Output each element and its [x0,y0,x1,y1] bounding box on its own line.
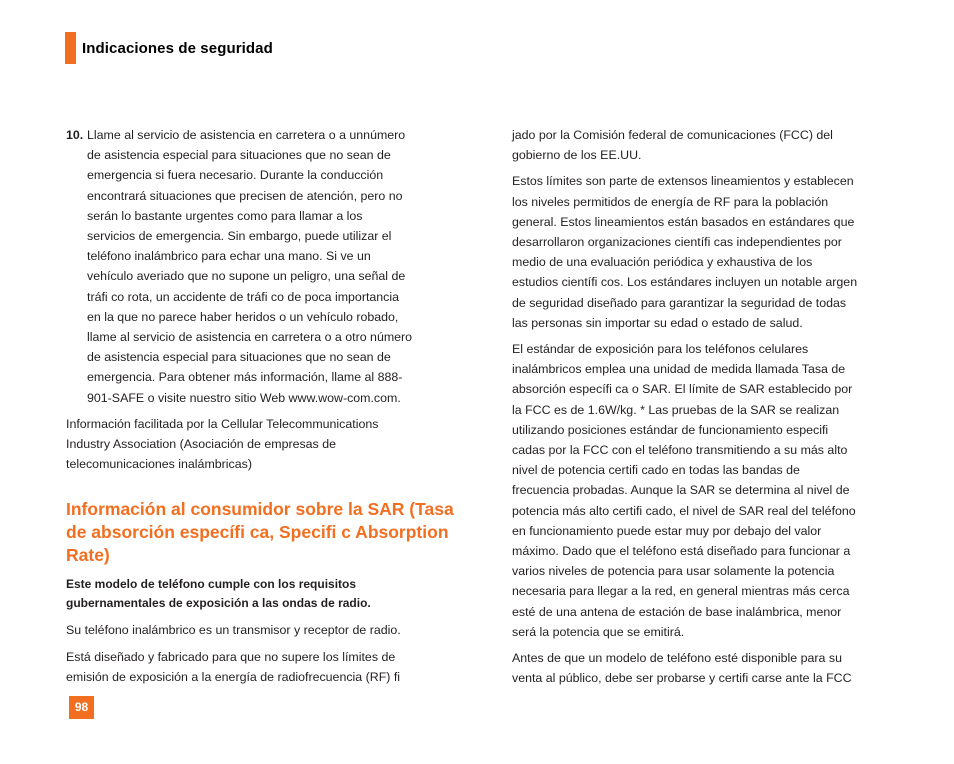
text-line: Antes de que un modelo de teléfono esté disponible para su [512,651,842,666]
text-line: emergencia si fuera necesario. Durante la conducción [87,168,384,183]
text-line: varios niveles de potencia para usar solamente la potencia [512,564,835,579]
left-column [66,125,468,693]
text-line: telecomunicaciones inalámbricas) [66,457,252,472]
text-line: teléfono inalámbrico para echar una mano. Si ve un [87,249,371,264]
text-line: Industry Association (Asociación de empresas de [66,437,336,452]
text-line: necesaria para llegar a la red, en general mientras más cerca [512,584,850,599]
text-line: encontrará situaciones que precisen de atención, pero no [87,188,403,203]
text-line: venta al público, debe ser probarse y certifi carse ante la FCC [512,671,852,686]
text-line: las personas sin importar su edad o estado de salud. [512,315,803,330]
text-line: emisión de exposición a la energía de radiofrecuencia (RF) fi [66,669,401,684]
text-line: 901-SAFE o visite nuestro sitio Web www.wow-com.com. [87,390,401,405]
text-line: máximo. Dado que el teléfono está diseñado para funcionar a [512,544,851,559]
text-line: Su teléfono inalámbrico es un transmisor y receptor de radio. [66,623,401,638]
text-line: esté de una antena de estación de base inalámbrica, menor [512,604,842,619]
text-line: Llame al servicio de asistencia en carretera o a unnúmero [87,128,406,142]
text-line: desarrollaron organizaciones científi cas independientes por [512,235,842,250]
text-line: Este modelo de teléfono cumple con los requisitos [66,577,357,592]
text-line: Estos límites son parte de extensos lineamientos y establecen [512,174,854,189]
section-marker-bar [65,32,76,64]
text-line: emergencia. Para obtener más información, llame al 888- [87,370,403,385]
section-heading-sar [66,498,468,567]
text-line: general. Estos lineamientos están basados en estándares que [512,214,855,229]
text-line: gobierno de los EE.UU. [512,148,642,163]
text-line: Está diseñado y fabricado para que no supere los límites de [66,649,396,664]
text-line: potencia más alto certifi cado, el nivel de SAR real del teléfono [512,503,856,518]
text-line: los niveles permitidos de energía de RF para la población [512,194,829,209]
text-line: en funcionamiento puede estar muy por debajo del valor [512,523,822,538]
text-line: será la potencia que se emitirá. [512,624,685,639]
page-header-title: Indicaciones de seguridad [82,40,273,57]
text-line: servicios de emergencia. Sin embargo, puede utilizar el [87,229,392,244]
paragraph [512,171,914,333]
paragraph [512,339,914,642]
text-line: tráfi co rota, un accidente de tráfi co de poca importancia [87,289,400,304]
heading-line: Información al consumidor sobre la SAR (Tasa [66,499,454,520]
text-line: Información facilitada por la Cellular Telecommunications [66,416,379,431]
text-line: inalámbricos emplea una unidad de medida llamada Tasa de [512,362,846,377]
text-line: El estándar de exposición para los teléfonos celulares [512,342,809,357]
text-line: vehículo averiado que no supone un peligro, una señal de [87,269,406,284]
page-number-badge: 98 [69,696,94,719]
list-item-10 [66,125,468,408]
text-line: llame al servicio de asistencia en carretera o a otro número [87,330,413,345]
text-line: frecuencia probadas. Aunque la SAR se determina al nivel de [512,483,850,498]
paragraph [66,647,468,687]
text-line: medio de una evaluación periódica y exhaustiva de los [512,255,813,270]
list-item-number: 10. [66,128,84,142]
text-line: en la que no parece haber heridos o un vehículo robado, [87,309,399,324]
paragraph [66,620,468,640]
text-line: absorción específi ca o SAR. El límite de SAR establecido por [512,382,853,397]
text-line: serán lo bastante urgentes como para llamar a los [87,208,363,223]
text-line: cadas por la FCC con el teléfono transmitiendo a su más alto [512,443,848,458]
text-line: gubernamentales de exposición a las ondas de radio. [66,595,371,610]
source-attribution [66,414,468,475]
text-line: jado por la Comisión federal de comunicaciones (FCC) del [512,128,833,142]
right-column [512,125,914,694]
text-line: de seguridad diseñado para garantizar la seguridad de todas [512,295,847,310]
heading-line: Rate) [66,545,110,566]
paragraph [512,125,914,165]
text-line: de asistencia especial para situaciones que no sean de [87,148,391,163]
lead-statement [66,575,468,612]
list-item-text [87,125,468,408]
text-line: de asistencia especial para situaciones que no sean de [87,350,391,365]
text-line: estudios científi cos. Los estándares incluyen un notable argen [512,275,858,290]
text-line: nivel de potencia certifi cado en todas las bandas de [512,463,800,478]
text-line: la FCC es de 1.6W/kg. * Las pruebas de la SAR se realizan [512,402,840,417]
text-line: utilizando posiciones estándar de funcionamiento especifi [512,422,829,437]
paragraph [512,648,914,688]
heading-line: de absorción específi ca, Specifi c Absorption [66,522,449,543]
